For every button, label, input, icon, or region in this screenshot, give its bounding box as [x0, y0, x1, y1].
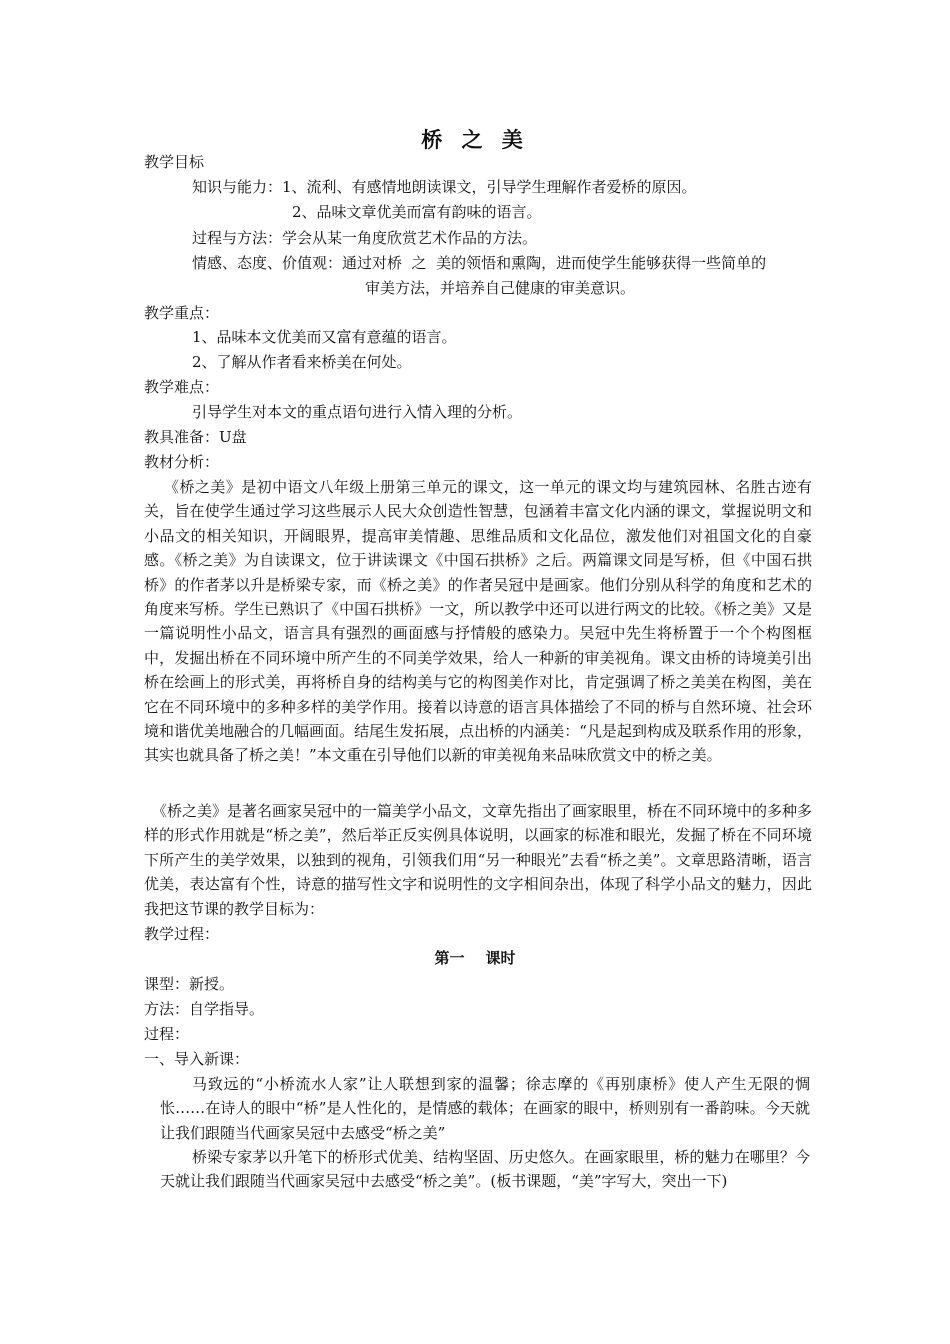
- difficulty-heading: 教学难点：: [144, 378, 220, 396]
- objective-knowledge-2: 2、品味文章优美而富有韵味的语言。: [292, 203, 542, 221]
- tools-line: 教具准备：U盘: [144, 428, 247, 446]
- intro-paragraph-1: 马致远的“小桥流水人家”让人联想到家的温馨；徐志摩的《再别康桥》使人产生无限的惆怅……在诗人的眼中“桥”是人性化的，是情感的载体；在画家的眼中，桥则别有一番韵味。今天就让我们跟随当代画家吴冠中去感受“桥之美”: [160, 1075, 810, 1142]
- intro-heading: 一、导入新课：: [144, 1050, 250, 1068]
- analysis-paragraph-2: 《桥之美》是著名画家吴冠中的一篇美学小品文，文章先指出了画家眼里，桥在不同环境中的多种多样的形式作用就是“桥之美”，然后举正反实例具体说明，以画家的标准和眼光，发掘了桥在不同环境下所产生的美学效果，以独到的视角，引领我们用“另一种眼光”去看“桥之美”。文章思路清晰，语言优美，表达富有个性，诗意的描写性文字和说明性的文字相间杂出，体现了科学小品文的魅力，因此我把这节课的教学目标为：: [144, 802, 813, 918]
- intro-paragraph-2: 桥梁专家茅以升笔下的桥形式优美、结构坚固、历史悠久。在画家眼里，桥的魅力在哪里？今天就让我们跟随当代画家吴冠中去感受“桥之美”。(板书课题，“美”字写大，突出一下): [160, 1148, 810, 1191]
- document-title: 桥 之 美: [421, 127, 529, 152]
- process-heading: 教学过程：: [144, 925, 220, 943]
- key-point-1: 1、品味本文优美而又富有意蕴的语言。: [192, 328, 457, 346]
- lesson-title: [0, 947, 950, 968]
- lesson-title-number: 第一: [434, 949, 465, 967]
- objective-emotion-2: 审美方法，并培养自己健康的审美意识。: [365, 279, 636, 297]
- analysis-heading: 教材分析：: [144, 453, 220, 471]
- analysis-paragraph-1: 《桥之美》是初中语文八年级上册第三单元的课文，这一单元的课文均与建筑园林、名胜古迹有关，旨在使学生通过学习这些展示人民大众创造性智慧，包涵着丰富文化内涵的课文，掌握说明文和小品文的相关知识，开阔眼界，提高审美情趣、思维品质和文化品位，激发他们对祖国文化的自豪感。《桥之美》为自读课文，位于讲读课文《中国石拱桥》之后。两篇课文同是写桥，但《中国石拱桥》的作者茅以升是桥梁专家，而《桥之美》的作者吴冠中是画家。他们分别从科学的角度和艺术的角度来写桥。学生已熟识了《中国石拱桥》一文，所以教学中还可以进行两文的比较。《桥之美》又是一篇说明性小品文，语言具有强烈的画面感与抒情般的感染力。吴冠中先生将桥置于一个个构图框中，发掘出桥在不同环境中所产生的不同美学效果，给人一种新的审美视角。课文由桥的诗境美引出桥在绘画上的形式美，再将桥自身的结构美与它的构图美作对比，肯定强调了桥之美美在构图，美在它在不同环境中的多种多样的美学作用。接着以诗意的语言具体描绘了不同的桥与自然环境、社会环境和谐优美地融合的几幅画面。结尾生发拓展，点出桥的内涵美：“凡是起到构成及联系作用的形象，其实也就具备了桥之美！”本文重在引导他们以新的审美视角来品味欣赏文中的桥之美。: [144, 478, 812, 765]
- objective-knowledge-1: 知识与能力：1、流利、有感情地朗读课文，引导学生理解作者爱桥的原因。: [192, 178, 697, 196]
- difficulty-item: 引导学生对本文的重点语句进行入情入理的分析。: [192, 403, 523, 421]
- process-label: 过程：: [144, 1025, 190, 1043]
- objective-emotion-1: 情感、态度、价值观：通过对桥 之 美的领悟和熏陶，进而使学生能够获得一些简单的: [192, 254, 767, 272]
- method-line: 方法：自学指导。: [144, 1000, 265, 1018]
- key-point-2: 2、了解从作者看来桥美在何处。: [192, 353, 412, 371]
- objectives-heading: 教学目标: [144, 153, 205, 171]
- lesson-type: 课型：新授。: [144, 975, 235, 993]
- key-points-heading: 教学重点：: [144, 304, 220, 322]
- lesson-title-label: 课时: [485, 949, 516, 967]
- objective-process: 过程与方法：学会从某一角度欣赏艺术作品的方法。: [192, 229, 538, 247]
